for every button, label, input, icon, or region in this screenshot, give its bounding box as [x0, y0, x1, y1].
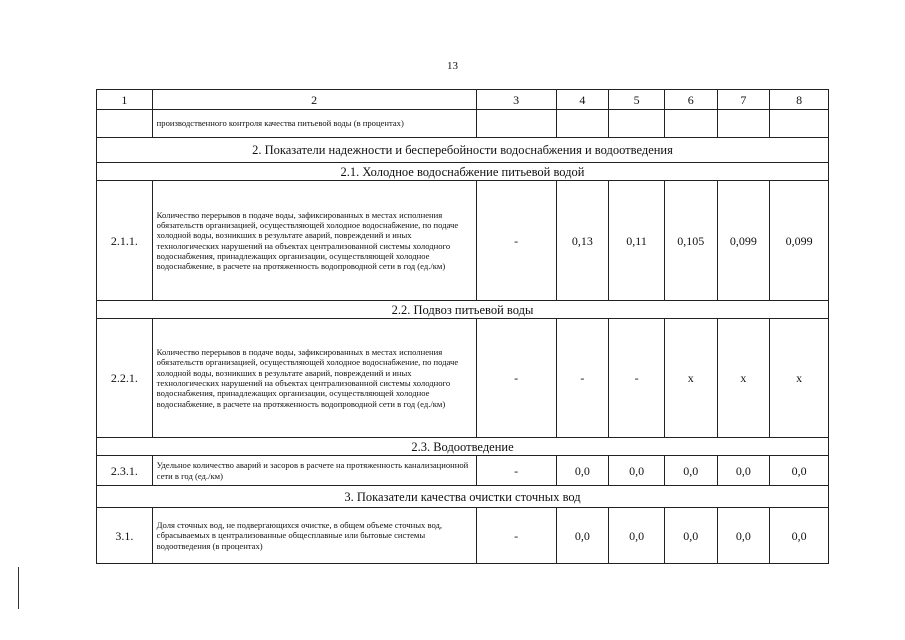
- column-header: 8: [770, 90, 829, 110]
- table-row: [97, 181, 829, 301]
- table-cell: [556, 110, 609, 138]
- table-cell: [476, 110, 556, 138]
- column-header: 3: [476, 90, 556, 110]
- section-row: [97, 486, 829, 508]
- table-row: [97, 110, 829, 138]
- row-code: [97, 110, 153, 138]
- table-cell: 0,0: [717, 456, 770, 486]
- table-row: [97, 456, 829, 486]
- table-cell: x: [664, 319, 717, 438]
- column-header: 6: [664, 90, 717, 110]
- table-cell: -: [556, 319, 609, 438]
- table-cell: -: [476, 181, 556, 301]
- table-cell: x: [770, 319, 829, 438]
- subsection-row: [97, 438, 829, 456]
- row-description: Количество перерывов в подаче воды, зафиксированных в местах исполнения обязательств организацией, осуществляющей холодное водоснабжение, по подаче холодной воды, возникших в результате аварий, повреждений и иных технологических нарушений на объектах централизованной системы холодного водоснабжения, принадлежащих организации, осуществляющей холодное водоснабжение, в расчете на протяженность водопроводной сети в год (ед./км): [152, 319, 476, 438]
- section-title: 2. Показатели надежности и бесперебойности водоснабжения и водоотведения: [97, 138, 829, 163]
- row-description: Количество перерывов в подаче воды, зафиксированных в местах исполнения обязательств организацией, осуществляющей холодное водоснабжение, по подаче холодной воды, возникших в результате аварий, повреждений и иных технологических нарушений на объектах централизованной системы холодного водоснабжения, принадлежащих организации, осуществляющей холодное водоснабжение, в расчете на протяженность водопроводной сети в год (ед./км): [152, 181, 476, 301]
- column-header: 4: [556, 90, 609, 110]
- page-number: 13: [447, 60, 458, 72]
- column-header: 1: [97, 90, 153, 110]
- subsection-row: [97, 163, 829, 181]
- column-header: 7: [717, 90, 770, 110]
- table-cell: x: [717, 319, 770, 438]
- table-cell: 0,0: [664, 456, 717, 486]
- table-cell: [664, 110, 717, 138]
- table-row: [97, 508, 829, 564]
- column-header: 5: [609, 90, 665, 110]
- row-description: Удельное количество аварий и засоров в расчете на протяженность канализационной сети в год (ед./км): [152, 456, 476, 486]
- column-header: 2: [152, 90, 476, 110]
- subsection-title: 2.1. Холодное водоснабжение питьевой водой: [97, 163, 829, 181]
- table-cell: 0,0: [770, 456, 829, 486]
- table-cell: 0,11: [609, 181, 665, 301]
- table-cell: 0,0: [556, 456, 609, 486]
- row-description: Доля сточных вод, не подвергающихся очистке, в общем объеме сточных вод, сбрасываемых в централизованные общесплавные или бытовые системы водоотведения (в процентах): [152, 508, 476, 564]
- subsection-title: 2.3. Водоотведение: [97, 438, 829, 456]
- table-cell: 0,105: [664, 181, 717, 301]
- row-code: 2.1.1.: [97, 181, 153, 301]
- table-cell: 0,0: [664, 508, 717, 564]
- section-title: 3. Показатели качества очистки сточных вод: [97, 486, 829, 508]
- table-cell: 0,0: [609, 508, 665, 564]
- table-header-row: [97, 90, 829, 110]
- table-cell: 0,0: [609, 456, 665, 486]
- table-cell: 0,0: [770, 508, 829, 564]
- table-cell: 0,0: [717, 508, 770, 564]
- table-cell: [609, 110, 665, 138]
- subsection-row: [97, 301, 829, 319]
- table-cell: -: [609, 319, 665, 438]
- row-code: 2.2.1.: [97, 319, 153, 438]
- table-row: [97, 319, 829, 438]
- table-cell: [717, 110, 770, 138]
- row-description: производственного контроля качества питьевой воды (в процентах): [152, 110, 476, 138]
- row-code: 2.3.1.: [97, 456, 153, 486]
- table-cell: -: [476, 456, 556, 486]
- table-cell: 0,13: [556, 181, 609, 301]
- table-cell: 0,099: [717, 181, 770, 301]
- table-cell: [770, 110, 829, 138]
- table-cell: 0,0: [556, 508, 609, 564]
- table-cell: 0,099: [770, 181, 829, 301]
- subsection-title: 2.2. Подвоз питьевой воды: [97, 301, 829, 319]
- table-cell: -: [476, 319, 556, 438]
- scan-margin-line: [18, 567, 19, 609]
- row-code: 3.1.: [97, 508, 153, 564]
- indicators-table: [96, 89, 829, 564]
- table-cell: -: [476, 508, 556, 564]
- section-row: [97, 138, 829, 163]
